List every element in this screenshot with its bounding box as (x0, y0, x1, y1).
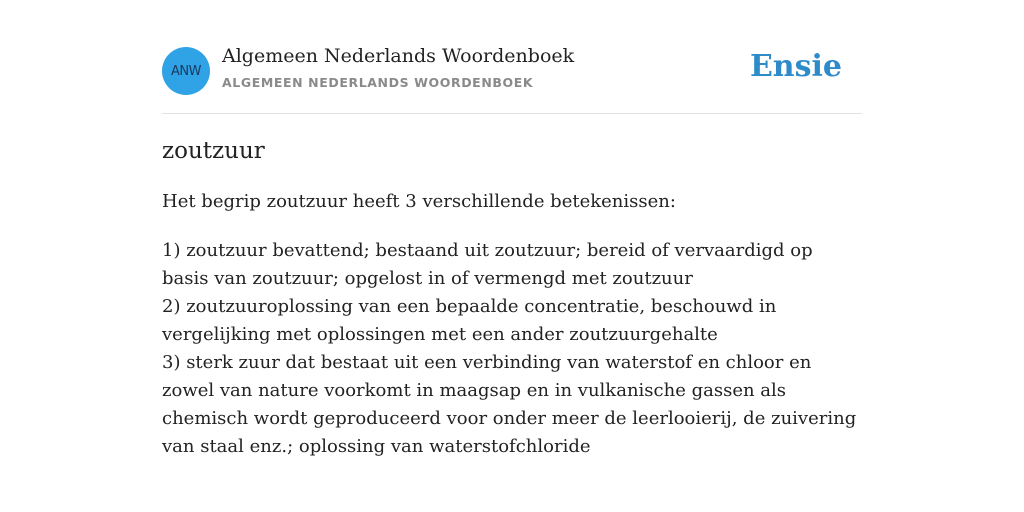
logo-text: ANW (171, 63, 201, 79)
meaning-item: 3) sterk zuur dat bestaat uit een verbinding van waterstof en chloor en zowel van nature voorkomt in maagsap en in vulkanische gassen als chemisch wordt geproduceerd voor onder meer de leerlooierij, de zuivering van staal enz.; oplossing van waterstofchloride (162, 352, 857, 457)
entry-word: zoutzuur (162, 138, 265, 164)
anw-logo[interactable] (162, 47, 210, 95)
ensie-brand-logo[interactable]: Ensie (749, 49, 842, 84)
entry-card (162, 0, 862, 457)
meaning-item: 1) zoutzuur bevattend; bestaand uit zoutzuur; bereid of vervaardigd op basis van zoutzuur; opgelost in of vermengd met zoutzuur (162, 240, 813, 289)
source-title[interactable]: Algemeen Nederlands Woordenboek (222, 45, 575, 67)
header (162, 0, 862, 114)
meaning-item: 2) zoutzuuroplossing van een bepaalde concentratie, beschouwd in vergelijking met oplossingen met een ander zoutzuurgehalte (162, 296, 777, 345)
source-subtitle: ALGEMEEN NEDERLANDS WOORDENBOEK (222, 75, 534, 90)
meaning-list (162, 237, 862, 461)
entry-intro: Het begrip zoutzuur heeft 3 verschillende betekenissen: (162, 191, 676, 212)
